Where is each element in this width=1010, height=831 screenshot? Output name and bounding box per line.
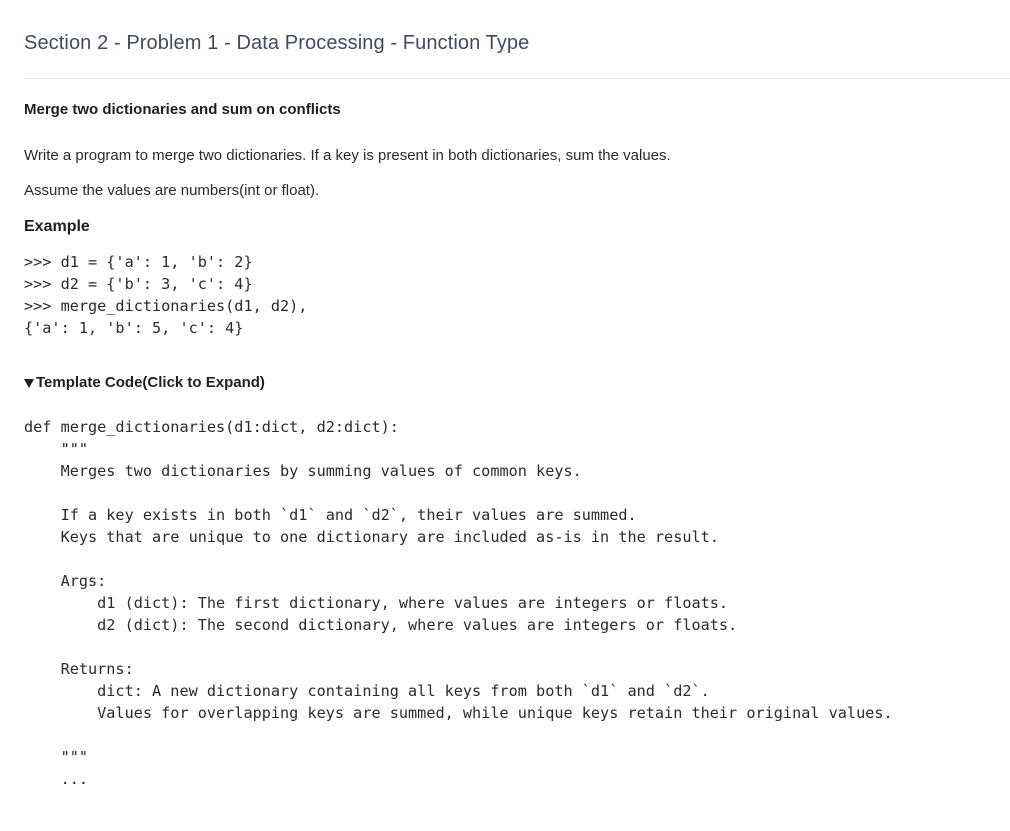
problem-assumption: Assume the values are numbers(int or float).	[24, 182, 320, 199]
template-code-line: Values for overlapping keys are summed, while unique keys retain their original values.	[24, 704, 893, 722]
example-code-line: {'a': 1, 'b': 5, 'c': 4}	[24, 319, 244, 337]
problem-description: Write a program to merge two dictionaries. If a key is present in both dictionaries, sum the values.	[24, 147, 671, 164]
template-code-line: Args:	[24, 572, 107, 590]
template-code-line: d1 (dict): The first dictionary, where values are integers or floats.	[24, 594, 729, 612]
template-code-line	[24, 548, 893, 570]
template-code-line: Merges two dictionaries by summing values of common keys.	[24, 462, 582, 480]
title-divider	[24, 78, 1010, 79]
template-code-line: """	[24, 440, 89, 458]
problem-subtitle: Merge two dictionaries and sum on conflicts	[24, 101, 341, 118]
template-code-toggle-label: Template Code(Click to Expand)	[36, 374, 265, 391]
template-code-line: """	[24, 748, 89, 766]
template-code-line: If a key exists in both `d1` and `d2`, their values are summed.	[24, 506, 637, 524]
example-heading: Example	[24, 218, 90, 235]
template-code-line: def merge_dictionaries(d1:dict, d2:dict):	[24, 418, 399, 436]
example-code-block	[24, 251, 307, 339]
template-code-line: d2 (dict): The second dictionary, where values are integers or floats.	[24, 616, 738, 634]
template-code-line: dict: A new dictionary containing all keys from both `d1` and `d2`.	[24, 682, 710, 700]
expand-triangle-icon	[24, 379, 34, 388]
template-code-block	[24, 416, 893, 790]
example-code-line: >>> merge_dictionaries(d1, d2),	[24, 297, 308, 315]
template-code-line: Returns:	[24, 660, 134, 678]
example-code-line: >>> d2 = {'b': 3, 'c': 4}	[24, 275, 253, 293]
template-code-line	[24, 724, 893, 746]
template-code-line: Keys that are unique to one dictionary are included as-is in the result.	[24, 528, 719, 546]
example-code-line: >>> d1 = {'a': 1, 'b': 2}	[24, 253, 253, 271]
template-code-toggle[interactable]	[24, 374, 265, 391]
template-code-line	[24, 636, 893, 658]
page-title: Section 2 - Problem 1 - Data Processing - Function Type	[24, 32, 530, 54]
template-code-line: ...	[24, 770, 89, 788]
template-code-line	[24, 482, 893, 504]
